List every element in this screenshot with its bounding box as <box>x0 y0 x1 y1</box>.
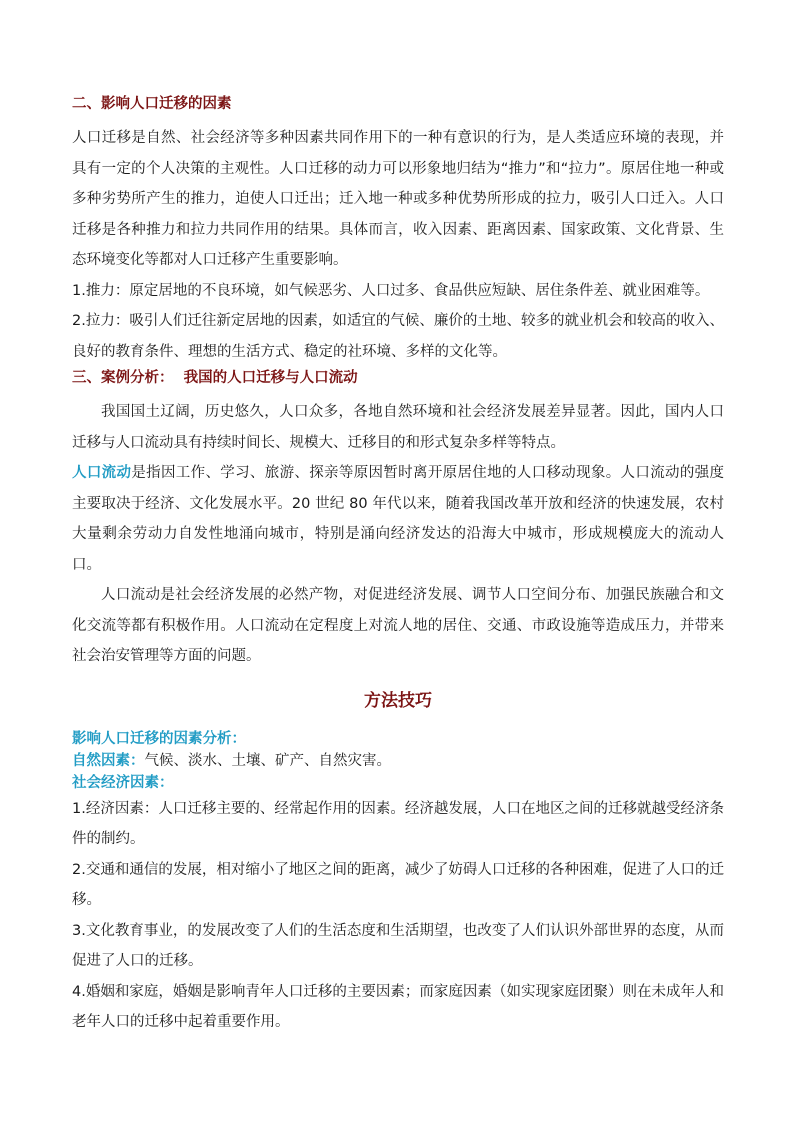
population-flow-definition: 是指因工作、学习、旅游、探亲等原因暂时离开原居住地的人口移动现象。人口流动的强度主要取决于经济、文化发展水平。20 世纪 80 年代以来，随着我国改革开放和经济的快速发展，农村大量剩余劳动力自发性地涌向城市，特别是涌向经济发达的沿海大中城市，形成规模庞大的流动人口。 <box>72 465 725 573</box>
paragraph-push-factor: 1.推力：原定居地的不良环境，如气候恶劣、人口过多、食品供应短缺、居住条件差、就业困难等。 <box>72 282 710 299</box>
method-item-marriage: 4.婚姻和家庭，婚姻是影响青年人口迁移的主要因素；而家庭因素（如实现家庭团聚）则在未成年人和老年人口的迁移中起着重要作用。 <box>72 983 724 1030</box>
paragraph-migration-intro: 人口迁移是自然、社会经济等多种因素共同作用下的一种有意识的行为，是人类适应环境的表现，并具有一定的个人决策的主观性。人口迁移的动力可以形象地归结为“推力”和“拉力”。原居住地一种或多种劣势所产生的推力，迫使人口迁出；迁入地一种或多种优势所形成的拉力，吸引人口迁入。人口迁移是各种推力和拉力共同作用的结果。具体而言，收入因素、距离因素、国家政策、文化背景、生态环境变化等都对人口迁移产生重要影响。 <box>72 130 724 268</box>
paragraph-china-overview: 我国国土辽阔，历史悠久，人口众多，各地自然环境和社会经济发展差异显著。因此，国内人口迁移与人口流动具有持续时间长、规模大、迁移目的和形式复杂多样等特点。 <box>72 404 724 451</box>
section-heading-factors: 二、影响人口迁移的因素 <box>72 96 232 112</box>
social-factors-label: 社会经济因素： <box>72 774 174 791</box>
paragraph-flow-effects: 人口流动是社会经济发展的必然产物，对促进经济发展、调节人口空间分布、加强民族融合和文化交流等都有积极作用。人口流动在定程度上对流人地的居住、交通、市政设施等造成压力，并带来社会治安管理等方面的问题。 <box>72 587 724 664</box>
natural-factors-label: 自然因素： <box>72 752 145 769</box>
method-item-education: 3.文化教育事业，的发展改变了人们的生活态度和生活期望，也改变了人们认识外部世界的态度，从而促进了人口的迁移。 <box>72 922 724 969</box>
methods-title: 方法技巧 <box>364 690 432 711</box>
method-item-transport: 2.交通和通信的发展，相对缩小了地区之间的距离，减少了妨碍人口迁移的各种困难，促进了人口的迁移。 <box>72 861 724 908</box>
method-item-economic: 1.经济因素：人口迁移主要的、经常起作用的因素。经济越发展，人口在地区之间的迁移就越受经济条件的制约。 <box>72 800 724 847</box>
natural-factors-text: 气候、淡水、土壤、矿产、自然灾害。 <box>144 752 391 769</box>
paragraph-population-flow <box>72 458 724 580</box>
term-population-flow: 人口流动 <box>72 465 132 481</box>
section-heading-case-study: 三、案例分析： 我国的人口迁移与人口流动 <box>72 370 358 386</box>
document-content <box>72 93 724 1038</box>
natural-factors-line <box>72 750 724 772</box>
methods-subheading: 影响人口迁移的因素分析： <box>72 730 246 747</box>
paragraph-pull-factor: 2.拉力：吸引人们迁往新定居地的因素，如适宜的气候、廉价的土地、较多的就业机会和较高的收入、良好的教育条件、理想的生活方式、稳定的社环境、多样的文化等。 <box>72 313 724 360</box>
